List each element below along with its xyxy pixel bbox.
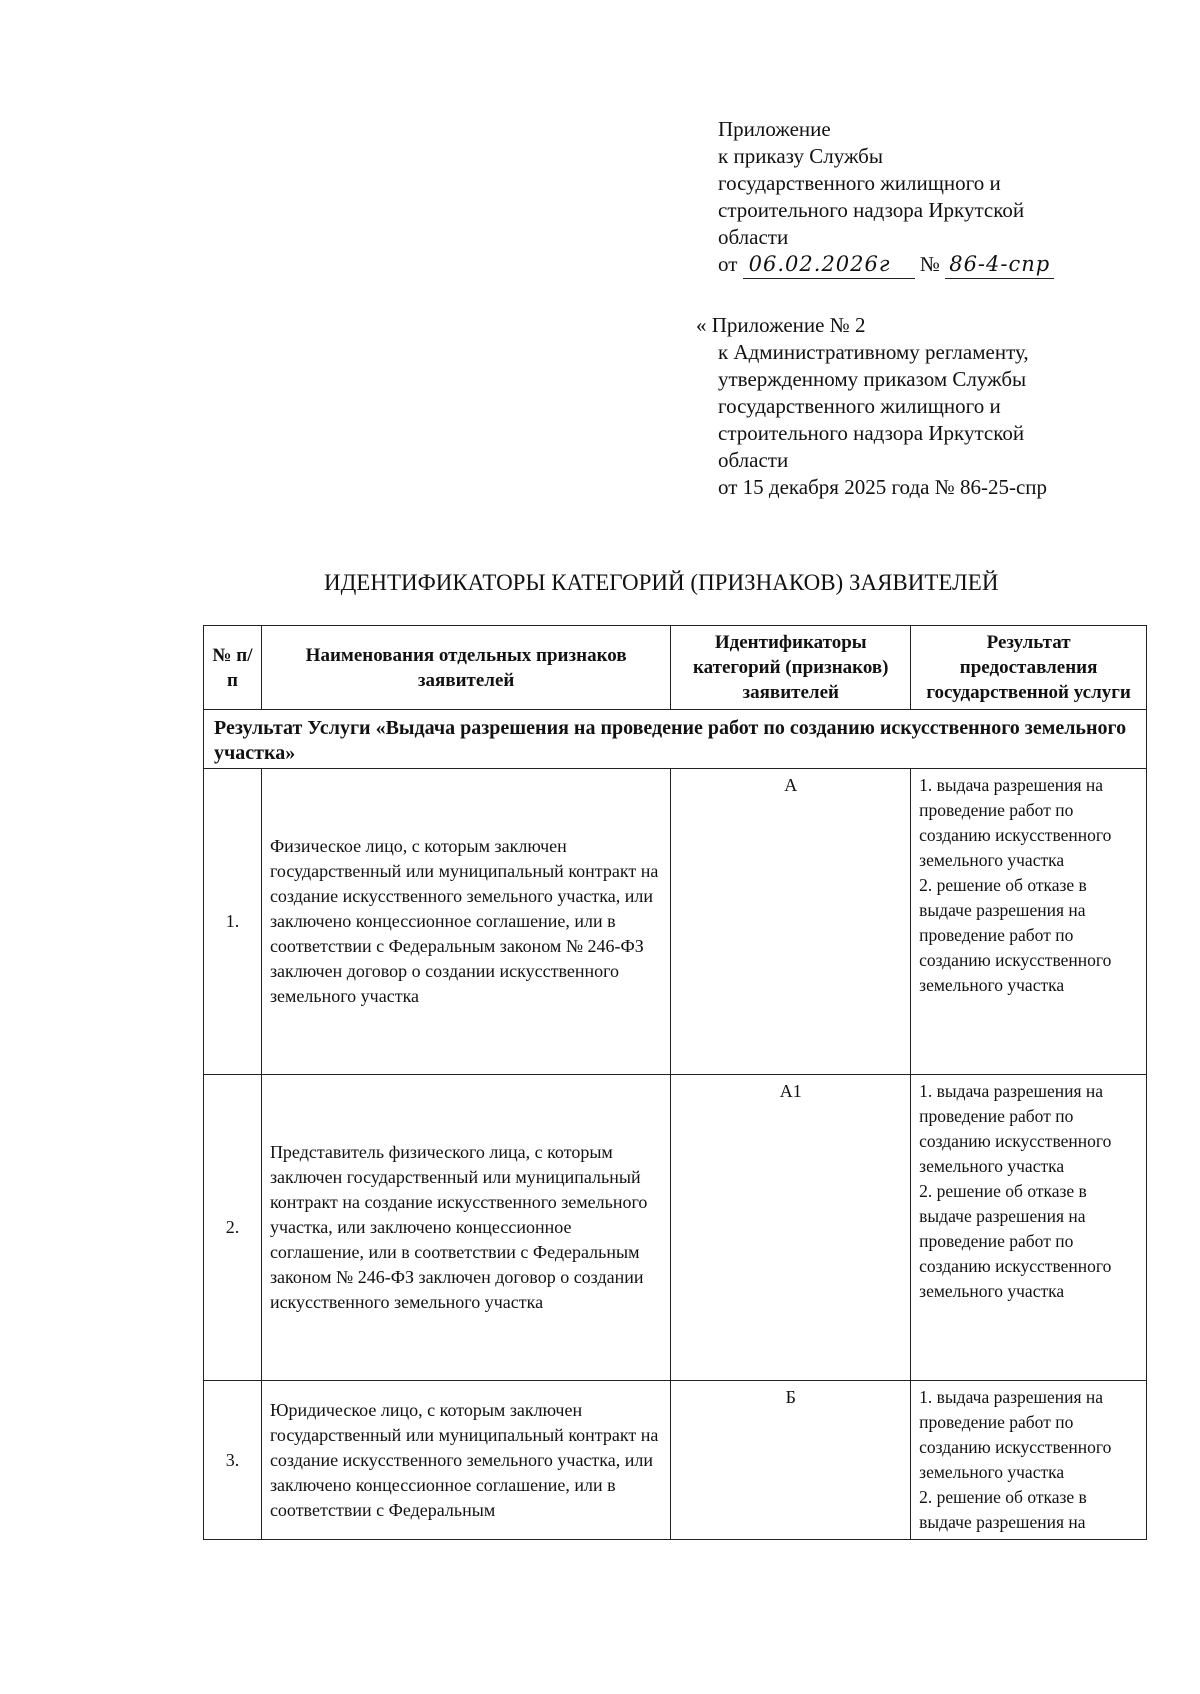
header-line: к приказу Службы xyxy=(718,144,883,168)
result-item: 2. решение об отказе в выдаче разрешения на проведение работ по созданию искусственного земельного участка xyxy=(919,875,1112,995)
appendix-2-line: строительного надзора Иркутской xyxy=(718,421,1025,445)
number-prefix: № xyxy=(919,252,940,276)
header-line: Приложение xyxy=(718,117,831,141)
row-applicant-name: Юридическое лицо, с которым заключен государственный или муниципальный контракт на создание искусственного земельного участка, или заключено концессионное соглашение, или в соответствии с Федеральным xyxy=(261,1381,670,1540)
appendix-2-line: к Административному регламенту, xyxy=(718,340,1029,364)
order-date-line xyxy=(718,251,1188,279)
row-number: 2. xyxy=(204,1075,262,1381)
categories-table xyxy=(203,625,1147,1540)
column-header-number: № п/п xyxy=(204,626,262,710)
handwritten-number: 86-4-спр xyxy=(945,251,1054,279)
column-header-identifier: Идентификаторы категорий (признаков) заявителей xyxy=(671,626,911,710)
table-row xyxy=(204,1381,1147,1540)
table-header-row xyxy=(204,626,1147,710)
appendix-2-title: « Приложение № 2 xyxy=(696,313,866,337)
row-applicant-name: Физическое лицо, с которым заключен государственный или муниципальный контракт на создание искусственного земельного участка, или заключено концессионное соглашение, или в соответствии с Федеральным законом № 246-ФЗ заключен договор о создании искусственного земельного участка xyxy=(261,769,670,1075)
result-item: 2. решение об отказе в выдаче разрешения на xyxy=(919,1487,1087,1532)
section-row xyxy=(204,710,1147,769)
appendix-2-line: от 15 декабря 2025 года № 86-25-спр xyxy=(718,475,1048,499)
date-prefix: от xyxy=(718,252,738,276)
document-title: ИДЕНТИФИКАТОРЫ КАТЕГОРИЙ (ПРИЗНАКОВ) ЗАЯВИТЕЛЕЙ xyxy=(324,570,999,595)
appendix-2-header xyxy=(696,312,1166,501)
appendix-2-line: области xyxy=(718,448,789,472)
row-result xyxy=(911,1381,1147,1540)
section-title: Результат Услуги «Выдача разрешения на проведение работ по созданию искусственного земельного участка» xyxy=(204,710,1147,769)
row-result xyxy=(911,1075,1147,1381)
handwritten-date: 06.02.2026г xyxy=(743,251,915,279)
table-row xyxy=(204,1075,1147,1381)
result-item: 1. выдача разрешения на проведение работ по созданию искусственного земельного участка xyxy=(919,1081,1112,1176)
result-item: 1. выдача разрешения на проведение работ по созданию искусственного земельного участка xyxy=(919,1387,1112,1482)
row-number: 1. xyxy=(204,769,262,1075)
result-item: 1. выдача разрешения на проведение работ по созданию искусственного земельного участка xyxy=(919,775,1112,870)
appendix-header xyxy=(718,116,1188,279)
header-line: государственного жилищного и xyxy=(718,171,1001,195)
header-line: области xyxy=(718,225,789,249)
row-number: 3. xyxy=(204,1381,262,1540)
table-row xyxy=(204,769,1147,1075)
row-result xyxy=(911,769,1147,1075)
column-header-name: Наименования отдельных признаков заявителей xyxy=(261,626,670,710)
header-line: строительного надзора Иркутской xyxy=(718,198,1025,222)
result-item: 2. решение об отказе в выдаче разрешения на проведение работ по созданию искусственного земельного участка xyxy=(919,1181,1112,1301)
column-header-result: Результат предоставления государственной услуги xyxy=(911,626,1147,710)
appendix-2-line: утвержденному приказом Службы xyxy=(718,367,1027,391)
appendix-2-line: государственного жилищного и xyxy=(718,394,1001,418)
row-identifier: А1 xyxy=(671,1075,911,1381)
row-applicant-name: Представитель физического лица, с которым заключен государственный или муниципальный контракт на создание искусственного земельного участка, или заключено концессионное соглашение, или в соответствии с Федеральным законом № 246-ФЗ заключен договор о создании искусственного земельного участка xyxy=(261,1075,670,1381)
row-identifier: А xyxy=(671,769,911,1075)
row-identifier: Б xyxy=(671,1381,911,1540)
